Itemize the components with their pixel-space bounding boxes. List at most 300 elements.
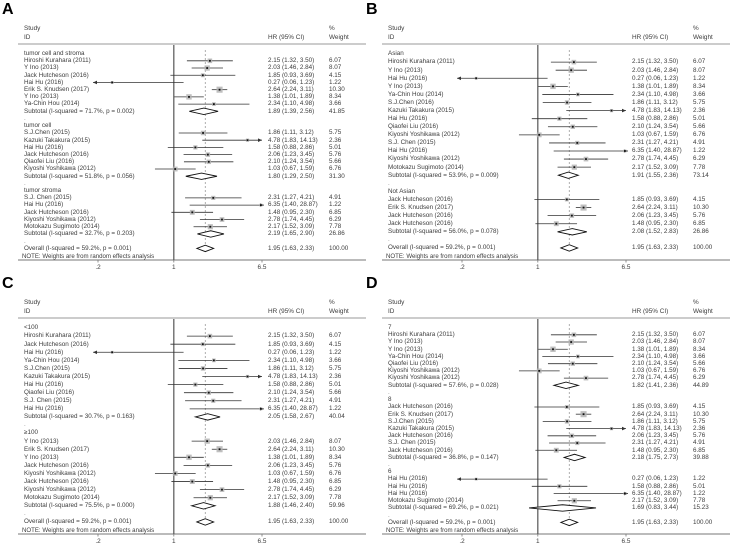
weight-value: 10.30 [693,203,709,211]
arrow-left-icon [457,477,461,481]
weight-value: 4.15 [329,340,342,348]
point-estimate-marker [611,428,613,430]
column-header-id: ID [388,34,395,41]
point-estimate-marker [212,400,214,402]
study-label: Kazuki Takakura (2015) [24,372,91,380]
study-label: Hai Hu (2016) [388,147,428,155]
hr-ci-value: 6.35 (1.40, 28.87) [268,201,318,209]
analysis-note: NOTE: Weights are from random effects analysis [22,253,155,260]
point-estimate-marker [260,204,262,206]
point-estimate-marker [538,134,540,136]
study-label: Y Ino (2013) [24,93,59,101]
hr-ci-value: 0.27 (0.06, 1.23) [268,348,315,356]
hr-ci-value: 1.38 (1.01, 1.89) [268,93,315,101]
weight-value: 6.85 [693,446,706,454]
point-estimate-marker [191,211,193,213]
hr-ci-value: 6.35 (1.40, 28.87) [632,489,682,497]
study-label: Jack Hutcheson (2016) [388,403,453,411]
study-label: Hai Hu (2016) [24,201,64,209]
weight-value: 1.22 [693,147,706,155]
study-label: Motokazu Sugimoto (2014) [24,223,100,231]
hr-ci-value: 1.86 (1.11, 3.12) [632,417,678,425]
weight-value: 4.15 [329,71,342,79]
study-label: Hai Hu (2016) [24,78,64,86]
point-estimate-marker [577,356,579,358]
column-header-hr: HR (95% CI) [268,308,305,315]
weight-value: 39.88 [693,453,709,461]
point-estimate-marker [576,142,578,144]
column-header-hr: HR (95% CI) [632,34,669,41]
study-label: Subtotal (I-squared = 69.2%, p = 0.021) [388,504,499,512]
column-header-weight: Weight [693,308,713,315]
hr-ci-value: 2.10 (1.24, 3.54) [268,389,315,396]
study-label: Overall (I-squared = 59.2%, p = 0.001) [388,518,496,526]
subtotal-diamond [186,173,217,179]
study-label: Hai Hu (2016) [24,143,64,151]
study-label: Subtotal (I-squared = 30.7%, p = 0.163) [24,413,135,421]
column-header-weight: Weight [329,308,349,315]
hr-ci-value: 1.85 (0.93, 3.69) [632,403,679,411]
point-estimate-marker [208,392,210,394]
point-estimate-marker [570,69,572,71]
hr-ci-value: 2.18 (1.75, 2.73) [632,453,679,461]
study-label: Hai Hu (2016) [388,74,428,82]
weight-value: 6.76 [693,131,706,139]
column-header-pct: % [693,25,699,32]
weight-value: 8.07 [693,66,706,74]
hr-ci-value: 2.34 (1.10, 4.98) [268,356,315,364]
weight-value: 15.23 [693,504,709,512]
point-estimate-marker [247,376,249,378]
study-label: Hai Hu (2016) [388,475,428,483]
study-label: Qiaofei Liu (2016) [24,389,75,396]
point-estimate-marker [566,406,568,408]
point-estimate-marker [573,500,575,502]
study-label: Ya-Chin Hou (2014) [388,352,444,360]
subtotal-diamond [195,414,220,420]
point-estimate-marker [174,473,176,475]
weight-value: 26.86 [329,230,345,238]
panel-label: A [2,1,14,18]
point-estimate-marker [213,103,215,105]
panel-label: D [366,275,378,292]
weight-value: 6.29 [693,374,706,382]
analysis-note: NOTE: Weights are from random effects analysis [386,527,519,534]
study-label: Kiyoshi Yoshikawa (2012) [388,131,460,139]
weight-value: 10.30 [329,445,345,453]
weight-value: 5.01 [693,482,706,490]
hr-ci-value: 2.78 (1.74, 4.45) [632,155,679,163]
hr-ci-value: 1.48 (0.95, 2.30) [268,477,315,485]
weight-value: 5.76 [329,461,342,469]
gap-dot: . [388,179,390,187]
point-estimate-marker [573,166,575,168]
hr-ci-value: 1.95 (1.63, 2.33) [268,244,315,252]
study-label: Jack Hutcheson (2016) [24,461,89,469]
hr-ci-value: 2.15 (1.32, 3.50) [632,58,679,66]
point-estimate-marker [571,215,573,217]
study-label: S.J.Chen (2015) [24,364,70,372]
hr-ci-value: 2.03 (1.46, 2.84) [632,338,679,346]
study-label: S.J.Chen (2015) [388,417,434,425]
hr-ci-value: 2.34 (1.10, 4.98) [268,100,315,108]
point-estimate-marker [209,497,211,499]
point-estimate-marker [209,60,211,62]
point-estimate-marker [585,158,587,160]
weight-value: 73.14 [693,171,709,179]
gap-dot: . [24,179,26,187]
study-label: Subtotal (I-squared = 32.7%, p = 0.203) [24,230,135,238]
hr-ci-value: 2.17 (1.52, 3.09) [632,497,679,505]
study-label: Ya-Chin Hou (2014) [388,90,444,98]
weight-value: 1.22 [693,475,706,483]
hr-ci-value: 1.03 (0.67, 1.59) [632,131,679,139]
hr-ci-value: 2.15 (1.32, 3.50) [632,331,679,339]
panel-label: C [2,275,14,292]
weight-value: 8.34 [693,82,706,90]
weight-value: 3.66 [329,100,342,108]
subtotal-diamond [554,382,578,388]
hr-ci-value: 1.86 (1.11, 3.12) [632,98,678,106]
axis-tick-label: 6.5 [257,537,267,545]
weight-value: 4.91 [693,139,706,147]
weight-value: 5.76 [329,150,342,158]
point-estimate-marker [207,154,209,156]
study-label: Motokazu Sugimoto (2014) [388,163,464,171]
point-estimate-marker [555,449,557,451]
study-label: Hai Hu (2016) [24,348,64,356]
study-label: Y Ino (2013) [24,437,59,445]
point-estimate-marker [260,408,262,410]
weight-value: 4.91 [329,194,342,202]
column-header-pct: % [693,299,699,306]
weight-value: 10.30 [329,86,345,93]
weight-value: 41.85 [329,107,345,115]
weight-value: 4.91 [329,397,342,405]
weight-value: 2.36 [693,424,706,432]
study-label: S.J. Chen (2015) [24,397,72,405]
study-label: Subtotal (I-squared = 56.0%, p = 0.078) [388,228,499,236]
weight-value: 5.76 [693,432,706,440]
hr-ci-value: 1.48 (0.95, 2.30) [632,446,679,454]
study-label: Subtotal (I-squared = 57.6%, p = 0.028) [388,381,499,389]
study-label: S.J.Chen (2016) [388,98,434,106]
point-estimate-marker [247,139,249,141]
weight-value: 8.34 [329,93,342,101]
weight-value: 1.22 [693,489,706,497]
forest-panel-a [2,1,372,274]
weight-value: 7.78 [693,497,706,505]
study-label: Ya-Chin Hou (2014) [24,356,80,364]
hr-ci-value: 1.86 (1.11, 3.12) [268,129,314,137]
subtotal-diamond [529,505,596,511]
hr-ci-value: 1.03 (0.67, 1.59) [632,367,679,375]
weight-value: 5.01 [329,380,342,388]
axis-tick-label: .2 [95,263,101,271]
weight-value: 5.66 [329,389,342,396]
weight-value: 100.00 [693,244,713,252]
weight-value: 1.22 [329,78,342,86]
point-estimate-marker [194,384,196,386]
column-header-hr: HR (95% CI) [268,34,305,41]
axis-tick-label: .2 [95,537,101,545]
study-label: Overall (I-squared = 59.2%, p = 0.001) [388,244,496,252]
hr-ci-value: 4.78 (1.83, 14.13) [268,372,318,380]
weight-value: 2.36 [693,106,706,114]
column-header-study: Study [24,299,41,306]
gap-dot: . [24,510,26,518]
study-label: Erik S. Knudsen (2017) [388,203,454,211]
study-label: Hiroshi Kurahara (2011) [388,331,455,339]
point-estimate-marker [538,370,540,372]
point-estimate-marker [191,481,193,483]
weight-value: 100.00 [329,518,349,526]
weight-value: 6.29 [693,155,706,163]
hr-ci-value: 2.31 (1.27, 4.21) [268,194,315,202]
point-estimate-marker [566,199,568,201]
weight-value: 4.15 [693,195,706,203]
hr-ci-value: 0.27 (0.06, 1.23) [632,475,679,483]
hr-ci-value: 1.95 (1.63, 2.33) [268,518,315,526]
arrow-left-icon [93,350,97,354]
subtotal-diamond [197,231,224,237]
hr-ci-value: 6.35 (1.40, 28.87) [632,147,682,155]
point-estimate-marker [209,226,211,228]
study-label: Y Ino (2013) [24,453,59,461]
point-estimate-marker [202,74,204,76]
hr-ci-value: 1.38 (1.01, 1.89) [632,345,679,353]
hr-ci-value: 2.10 (1.24, 3.54) [632,123,679,131]
weight-value: 8.34 [329,453,342,461]
axis-tick-label: 1 [536,263,540,271]
study-label: S.J. Chen (2015) [24,194,72,202]
study-label: Hiroshi Kurahara (2011) [24,332,91,340]
overall-diamond [197,245,214,251]
point-estimate-marker [570,341,572,343]
weight-value: 6.07 [329,332,342,340]
gap-dot: . [24,114,26,122]
hr-ci-value: 2.08 (1.52, 2.83) [632,228,679,236]
hr-ci-value: 1.82 (1.41, 2.36) [632,381,679,389]
hr-ci-value: 4.78 (1.83, 14.13) [632,106,682,114]
point-estimate-marker [552,348,554,350]
hr-ci-value: 2.10 (1.24, 3.54) [632,360,679,367]
study-label: Kiyoshi Yoshikawa (2012) [24,215,96,223]
point-estimate-marker [577,94,579,96]
study-label: Kiyoshi Yoshikawa (2012) [388,367,460,375]
hr-ci-value: 2.17 (1.52, 3.09) [268,223,315,231]
hr-ci-value: 2.06 (1.23, 3.45) [632,211,679,219]
study-label: Overall (I-squared = 59.2%, p = 0.001) [24,518,132,526]
overall-diamond [561,519,578,525]
hr-ci-value: 2.34 (1.10, 4.98) [632,90,679,98]
point-estimate-marker [202,368,204,370]
weight-value: 31.30 [329,172,345,180]
hr-ci-value: 2.15 (1.32, 3.50) [268,332,315,340]
study-label: S.J.Chen (2015) [24,129,70,137]
point-estimate-marker [111,351,113,353]
arrow-right-icon [622,109,626,113]
hr-ci-value: 2.17 (1.52, 3.09) [268,494,315,501]
weight-value: 5.75 [329,364,342,372]
column-header-weight: Weight [693,34,713,41]
hr-ci-value: 2.31 (1.27, 4.21) [268,397,315,405]
gap-dot: . [388,236,390,244]
subgroup-label: 7 [388,323,392,331]
point-estimate-marker [552,85,554,87]
weight-value: 40.04 [329,413,345,421]
hr-ci-value: 2.03 (1.46, 2.84) [268,437,315,445]
point-estimate-marker [475,478,477,480]
hr-ci-value: 2.03 (1.46, 2.84) [268,64,315,72]
arrow-left-icon [457,76,461,80]
column-header-study: Study [24,25,41,32]
study-label: Jack Hutcheson (2016) [388,432,453,440]
weight-value: 6.29 [329,215,342,223]
hr-ci-value: 1.58 (0.88, 2.86) [632,115,679,122]
column-header-pct: % [329,25,335,32]
weight-value: 4.91 [693,439,706,447]
hr-ci-value: 2.05 (1.58, 2.67) [268,413,315,421]
study-label: Jack Hutcheson (2016) [24,340,89,348]
study-label: Y Ino (2013) [388,345,423,353]
study-label: Motokazu Sugimoto (2014) [388,497,464,505]
point-estimate-marker [611,110,613,112]
point-estimate-marker [572,126,574,128]
subgroup-label: tumor cell and stroma [24,49,85,57]
weight-value: 8.07 [693,338,706,346]
weight-value: 4.15 [693,403,706,411]
study-label: Kiyoshi Yoshikawa (2012) [24,165,96,173]
arrow-right-icon [258,375,262,379]
weight-value: 7.78 [693,163,706,171]
study-label: Kiyoshi Yoshikawa (2012) [388,155,460,163]
study-label: Jack Hutcheson (2016) [388,220,453,227]
subtotal-diamond [564,454,585,460]
point-estimate-marker [194,146,196,148]
study-label: Jack Hutcheson (2016) [24,71,89,79]
weight-value: 2.36 [329,372,342,380]
hr-ci-value: 1.03 (0.67, 1.59) [268,165,315,173]
hr-ci-value: 2.06 (1.23, 3.45) [268,461,315,469]
analysis-note: NOTE: Weights are from random effects analysis [386,253,519,260]
weight-value: 8.07 [329,437,342,445]
arrow-right-icon [258,138,262,142]
subtotal-diamond [192,503,215,509]
hr-ci-value: 1.86 (1.11, 3.12) [268,364,314,372]
study-label: Jack Hutcheson (2016) [388,211,453,219]
study-label: Qiaofei Liu (2016) [24,158,75,166]
column-header-hr: HR (95% CI) [632,308,669,315]
hr-ci-value: 1.38 (1.01, 1.89) [268,453,315,461]
hr-ci-value: 2.64 (2.24, 3.11) [632,203,678,211]
study-label: Subtotal (I-squared = 71.7%, p = 0.002) [24,107,135,115]
point-estimate-marker [624,493,626,495]
hr-ci-value: 1.58 (0.88, 2.86) [268,380,315,388]
weight-value: 1.22 [693,74,706,82]
point-estimate-marker [111,82,113,84]
hr-ci-value: 1.03 (0.67, 1.59) [268,469,315,477]
study-label: S.J. Chen (2015) [388,439,436,447]
weight-value: 7.78 [329,494,342,501]
point-estimate-marker [219,448,221,450]
hr-ci-value: 1.89 (1.39, 2.56) [268,107,315,115]
weight-value: 6.07 [693,58,706,66]
study-label: Jack Hutcheson (2016) [388,446,453,454]
weight-value: 2.36 [329,136,342,144]
hr-ci-value: 2.03 (1.46, 2.84) [632,66,679,74]
weight-value: 8.34 [693,345,706,353]
weight-value: 6.76 [329,469,342,477]
forest-panel-d [366,275,736,548]
point-estimate-marker [573,334,575,336]
study-label: Hiroshi Kurahara (2011) [24,57,91,65]
hr-ci-value: 6.35 (1.40, 28.87) [268,405,318,413]
weight-value: 5.66 [693,123,706,131]
forest-panel-c [2,275,372,548]
overall-diamond [561,245,578,251]
point-estimate-marker [202,132,204,134]
axis-tick-label: .2 [459,263,465,271]
hr-ci-value: 2.31 (1.27, 4.21) [632,439,679,447]
weight-value: 44.89 [693,381,709,389]
overall-diamond [197,519,214,525]
study-label: Erik S. Knudsen (2017) [24,445,90,453]
point-estimate-marker [576,442,578,444]
study-label: S.J. Chen (2015) [388,139,436,147]
weight-value: 6.07 [693,331,706,339]
weight-value: 5.66 [693,360,706,367]
weight-value: 6.85 [329,208,342,216]
weight-value: 10.30 [693,410,709,418]
hr-ci-value: 1.85 (0.93, 3.69) [632,195,679,203]
point-estimate-marker [209,335,211,337]
study-label: Hai Hu (2016) [388,489,428,497]
axis-tick-label: 1 [172,537,176,545]
panel-label: B [366,1,378,18]
hr-ci-value: 2.64 (2.24, 3.11) [268,86,314,93]
weight-value: 6.07 [329,57,342,65]
weight-value: 5.75 [693,417,706,425]
study-label: Subtotal (I-squared = 36.8%, p = 0.147) [388,453,499,461]
weight-value: 1.22 [329,201,342,209]
axis-tick-label: 6.5 [621,537,631,545]
study-label: Qiaofei Liu (2016) [388,360,439,367]
study-label: Overall (I-squared = 59.2%, p = 0.001) [24,244,132,252]
column-header-weight: Weight [329,34,349,41]
forest-panel-b [366,1,736,274]
hr-ci-value: 1.58 (0.88, 2.86) [632,482,679,490]
study-label: Y Ino (2013) [24,64,59,72]
study-label: Kazuki Takakura (2015) [388,424,455,432]
study-label: Motokazu Sugimoto (2014) [24,494,100,501]
subtotal-diamond [558,229,587,235]
subgroup-label: 6 [388,468,392,476]
subgroup-label: Not Asian [388,187,415,195]
hr-ci-value: 2.31 (1.27, 4.21) [632,139,679,147]
study-label: Y Ino (2013) [388,338,423,346]
hr-ci-value: 1.48 (0.95, 2.30) [632,220,679,227]
hr-ci-value: 2.15 (1.32, 3.50) [268,57,315,65]
arrow-right-icon [622,427,626,431]
point-estimate-marker [571,435,573,437]
study-label: Kiyoshi Yoshikawa (2012) [388,374,460,382]
point-estimate-marker [583,207,585,209]
hr-ci-value: 2.06 (1.23, 3.45) [268,150,315,158]
point-estimate-marker [558,485,560,487]
subtotal-diamond [558,172,578,178]
weight-value: 5.76 [693,211,706,219]
